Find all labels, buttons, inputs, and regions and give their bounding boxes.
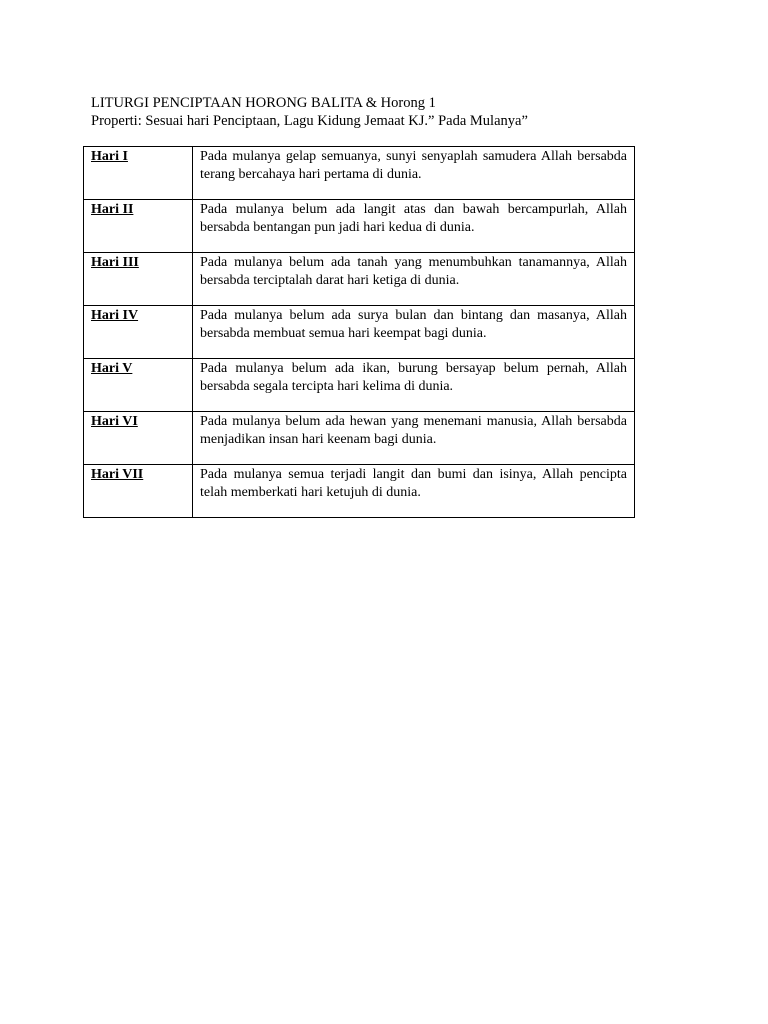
day-label: Hari IV xyxy=(84,306,193,359)
day-label: Hari II xyxy=(84,200,193,253)
day-text: Pada mulanya belum ada ikan, burung bersayap belum pernah, Allah bersabda segala tercipta hari kelima di dunia. xyxy=(193,359,635,412)
table-row xyxy=(84,147,635,200)
day-label: Hari V xyxy=(84,359,193,412)
day-text: Pada mulanya belum ada surya bulan dan bintang dan masanya, Allah bersabda membuat semua hari keempat bagi dunia. xyxy=(193,306,635,359)
day-label: Hari I xyxy=(84,147,193,200)
table-row xyxy=(84,412,635,465)
day-label: Hari VII xyxy=(84,465,193,518)
document-title: LITURGI PENCIPTAAN HORONG BALITA & Horong 1 xyxy=(91,95,436,111)
properti-line: Properti: Sesuai hari Penciptaan, Lagu Kidung Jemaat KJ.” Pada Mulanya” xyxy=(91,113,528,129)
table-row xyxy=(84,253,635,306)
table-row xyxy=(84,306,635,359)
day-text: Pada mulanya belum ada langit atas dan bawah bercampurlah, Allah bersabda bentangan pun jadi hari kedua di dunia. xyxy=(193,200,635,253)
table-row xyxy=(84,200,635,253)
day-text: Pada mulanya belum ada tanah yang menumbuhkan tanamannya, Allah bersabda terciptalah darat hari ketiga di dunia. xyxy=(193,253,635,306)
day-text: Pada mulanya belum ada hewan yang menemani manusia, Allah bersabda menjadikan insan hari keenam bagi dunia. xyxy=(193,412,635,465)
table-row xyxy=(84,465,635,518)
table-row xyxy=(84,359,635,412)
liturgy-table xyxy=(83,146,635,518)
day-label: Hari III xyxy=(84,253,193,306)
day-text: Pada mulanya semua terjadi langit dan bumi dan isinya, Allah pencipta telah memberkati hari ketujuh di dunia. xyxy=(193,465,635,518)
document-header xyxy=(91,94,651,130)
day-text: Pada mulanya gelap semuanya, sunyi senyaplah samudera Allah bersabda terang bercahaya hari pertama di dunia. xyxy=(193,147,635,200)
day-label: Hari VI xyxy=(84,412,193,465)
